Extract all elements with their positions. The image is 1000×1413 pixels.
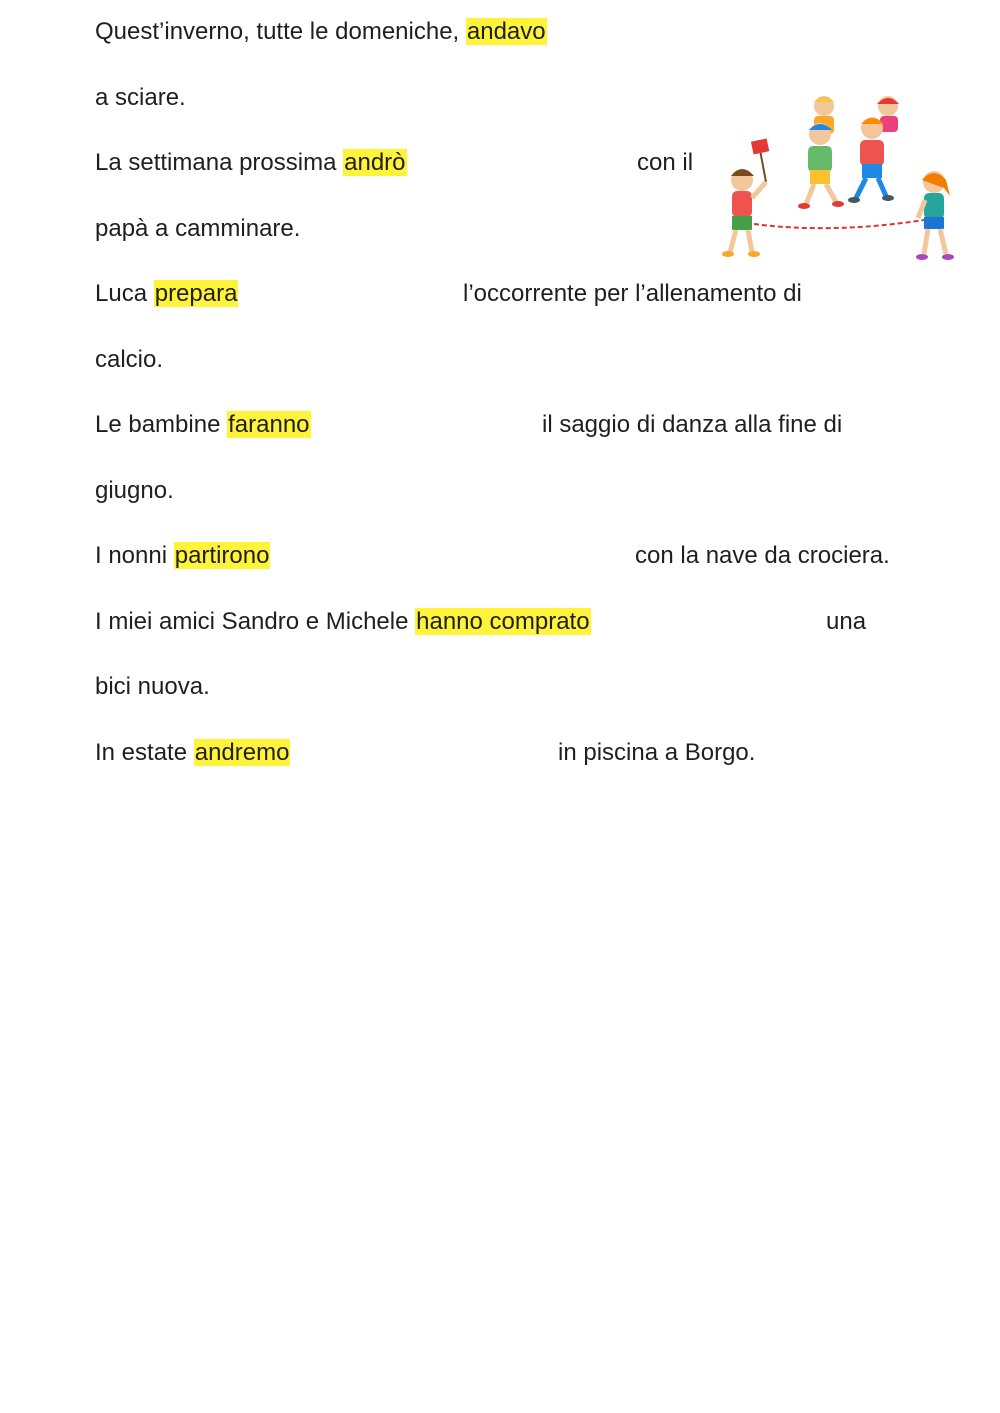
sentence-text-after: l’occorrente per l’allenamento di — [463, 280, 802, 307]
highlighted-verb: prepara — [154, 280, 238, 307]
children-playing-icon — [712, 92, 962, 270]
kids-piggyback-left — [798, 96, 844, 209]
highlighted-verb: andavo — [466, 18, 546, 45]
kids-piggyback-right — [848, 96, 899, 203]
sentence-1-continuation — [95, 83, 186, 113]
highlighted-verb: andremo — [194, 739, 290, 766]
sentence-text: giugno. — [95, 477, 174, 504]
sentence-text-after: con il — [637, 149, 694, 176]
sentence-5 — [95, 541, 270, 571]
sentence-text: papà a camminare. — [95, 215, 301, 242]
sentence-text-after: una — [826, 608, 867, 635]
sentence-text: calcio. — [95, 346, 164, 373]
sentence-text: La settimana prossima — [95, 149, 337, 176]
sentence-text: In estate — [95, 739, 188, 766]
girl-holding-rope — [916, 171, 954, 260]
sentence-2-continuation — [95, 214, 300, 244]
kid-with-flag — [722, 138, 769, 257]
sentence-3 — [95, 279, 238, 309]
highlighted-verb: faranno — [228, 411, 310, 438]
sentence-text-after: in piscina a Borgo. — [558, 739, 756, 766]
sentence-4 — [95, 410, 311, 440]
highlighted-verb: partirono — [174, 542, 270, 569]
sentence-text: I nonni — [95, 542, 168, 569]
sentence-7 — [95, 738, 290, 768]
highlighted-verb: hanno comprato — [416, 608, 590, 635]
sentence-1 — [95, 17, 547, 47]
sentence-text: Quest’inverno, tutte le domeniche, — [95, 18, 460, 45]
sentence-text: Luca — [95, 280, 148, 307]
sentence-4-continuation — [95, 476, 174, 506]
sentence-2 — [95, 148, 407, 178]
sentence-text: Le bambine — [95, 411, 221, 438]
sentence-text-after: il saggio di danza alla fine di — [542, 411, 843, 438]
sentence-text: a sciare. — [95, 84, 186, 111]
sentence-text-after: con la nave da crociera. — [635, 542, 890, 569]
sentence-3-continuation — [95, 345, 163, 375]
sentence-6-continuation — [95, 672, 210, 702]
highlighted-verb: andrò — [344, 149, 406, 176]
sentence-6 — [95, 607, 591, 637]
sentence-text: bici nuova. — [95, 673, 210, 700]
sentence-text: I miei amici Sandro e Michele — [95, 608, 409, 635]
